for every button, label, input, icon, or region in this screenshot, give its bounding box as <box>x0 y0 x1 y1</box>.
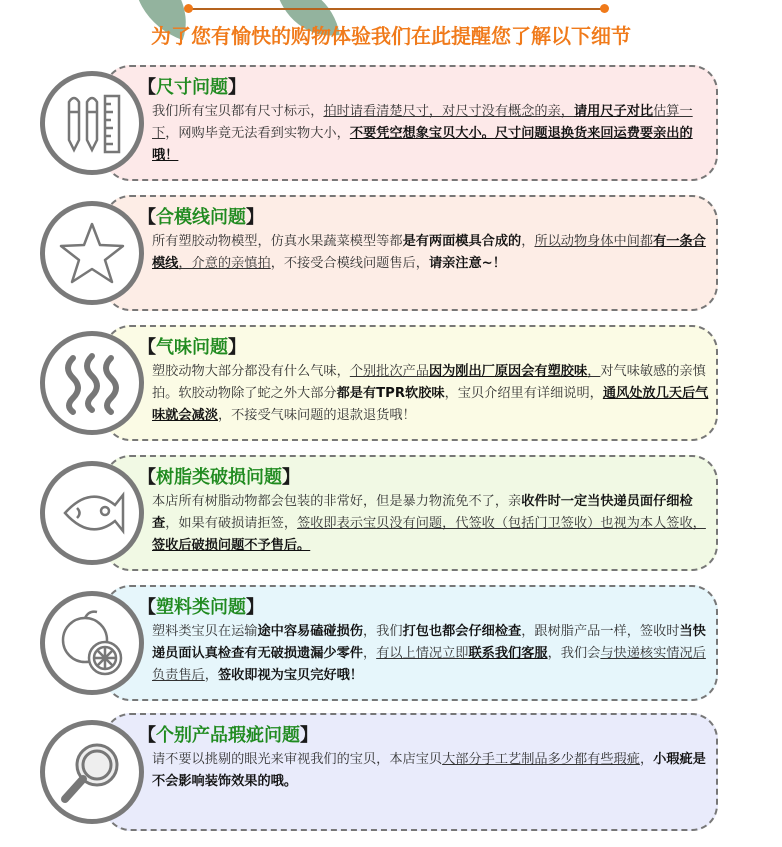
body-text: ，不接受气味问题的退款退货哦！ <box>217 408 416 423</box>
body-text: ，网购毕竟无法看到实物大小， <box>165 126 350 141</box>
notice-card <box>104 65 718 181</box>
body-text: 与快递核实情况后负责售后 <box>152 646 706 683</box>
body-text: ， <box>521 234 535 249</box>
notice-card <box>104 713 718 831</box>
body-text: 请不要以挑剔的眼光来审视我们的宝贝，本店宝贝 <box>152 752 443 767</box>
body-text: ，我们 <box>363 624 403 639</box>
body-text: 签收即表示宝贝没有问题，代签收（包括门卫签收）也视为本人签收， <box>297 516 706 531</box>
card-heading: 【合模线问题】 <box>138 207 264 228</box>
notice-card <box>104 585 718 701</box>
page-title: 为了您有愉快的购物体验我们在此提醒您了解以下细节 <box>151 24 631 48</box>
orange-fruit-icon <box>57 608 127 678</box>
icon-badge <box>40 201 144 305</box>
body-text: 大部分手工艺制品多少都有些瑕疵 <box>442 752 640 767</box>
body-text: 个别批次产品 <box>349 364 429 379</box>
body-text: ，介意的亲慎拍 <box>178 256 271 271</box>
card-body <box>152 621 712 687</box>
icon-badge <box>40 71 144 175</box>
emphasis-text: 因为刚出厂原因会有塑胶味 <box>428 364 588 379</box>
body-text: 所有塑胶动物模型，仿真水果蔬菜模型等都 <box>152 234 403 249</box>
emphasis-text: 签收即视为宝贝完好哦！ <box>217 668 363 683</box>
card-heading: 【树脂类破损问题】 <box>138 467 300 488</box>
body-text: ，宝贝介绍里有详细说明， <box>444 386 603 401</box>
card-heading: 【尺寸问题】 <box>138 77 246 98</box>
icon-badge <box>40 461 144 565</box>
magnifier-icon <box>57 737 127 807</box>
card-body <box>152 231 712 275</box>
card-body <box>152 361 712 427</box>
emphasis-text: 都是有TPR软胶味 <box>336 386 445 401</box>
card-heading-text: 气味问题 <box>156 337 228 358</box>
divider-dot <box>184 4 193 13</box>
notice-card <box>104 195 718 311</box>
body-text: 估算一下 <box>152 104 693 141</box>
body-text: ，如果有破损请拒签， <box>165 516 298 531</box>
card-heading-text: 尺寸问题 <box>156 77 228 98</box>
body-text: ，不接受合模线问题售后， <box>270 256 429 271</box>
card-body <box>152 101 712 167</box>
card-body <box>152 749 712 793</box>
card-heading-text: 合模线问题 <box>156 207 246 228</box>
emphasis-text: 通风处放几天后气味就会减淡 <box>152 386 709 423</box>
card-heading: 【气味问题】 <box>138 337 246 358</box>
emphasis-text: 打包也都会仔细检查 <box>402 624 522 639</box>
body-text: ， <box>587 364 601 379</box>
body-text: 所以动物身体中间都 <box>534 234 654 249</box>
emphasis-text: 不要凭空想象宝贝大小。尺寸问题退换货来回运费要亲出的哦！ <box>152 126 693 163</box>
starfish-icon <box>57 218 127 288</box>
body-text: ， <box>363 646 377 661</box>
icon-badge <box>40 591 144 695</box>
pens-ruler-icon <box>57 88 127 158</box>
body-text: 我们所有宝贝都有尺寸标示， <box>152 104 324 119</box>
body-text: ，跟树脂产品一样，签收时 <box>521 624 680 639</box>
icon-badge <box>40 331 144 435</box>
emphasis-text: 联系我们客服 <box>468 646 548 661</box>
notice-card <box>104 325 718 441</box>
emphasis-text: 收件时一定当快递员面仔细检查 <box>152 494 693 531</box>
body-text: ，我们会 <box>547 646 601 661</box>
card-heading: 【个别产品瑕疵问题】 <box>138 725 318 746</box>
card-heading-text: 个别产品瑕疵问题 <box>156 725 300 746</box>
body-text: ， <box>639 752 654 767</box>
card-body <box>152 491 712 557</box>
emphasis-text: 有一条合模线 <box>152 234 706 271</box>
body-text: 本店所有树脂动物都会包装的非常好，但是暴力物流免不了，亲 <box>152 494 522 509</box>
emphasis-text: 当快递员面认真检查有无破损遗漏少零件 <box>152 624 706 661</box>
emphasis-text: 请亲注意~！ <box>428 256 506 271</box>
fish-icon <box>57 478 127 548</box>
icon-badge <box>40 720 144 824</box>
body-text: 对气味敏感的亲慎拍。软胶动物除了蛇之外大部分 <box>152 364 706 401</box>
body-text: 有以上情况立即 <box>376 646 469 661</box>
body-text: 塑胶动物大部分都没有什么气味， <box>152 364 350 379</box>
header-divider <box>188 8 606 10</box>
card-heading-text: 树脂类破损问题 <box>156 467 282 488</box>
emphasis-text: 途中容易磕碰损伤 <box>257 624 363 639</box>
card-heading-text: 塑料类问题 <box>156 597 246 618</box>
divider-dot <box>600 4 609 13</box>
emphasis-text: 签收后破损问题不予售后。 <box>152 538 311 553</box>
emphasis-text: 请用尺子对比 <box>574 104 654 119</box>
card-heading: 【塑料类问题】 <box>138 597 264 618</box>
emphasis-text: 小瑕疵是不会影响装饰效果的哦。 <box>152 752 706 789</box>
smell-waves-icon <box>57 348 127 418</box>
body-text: ， <box>204 668 218 683</box>
notice-card <box>104 455 718 571</box>
emphasis-text: 是有两面模具合成的 <box>402 234 522 249</box>
body-text: 塑料类宝贝在运输 <box>152 624 258 639</box>
body-text: 拍时请看清楚尺寸，对尺寸没有概念的亲， <box>323 104 574 119</box>
